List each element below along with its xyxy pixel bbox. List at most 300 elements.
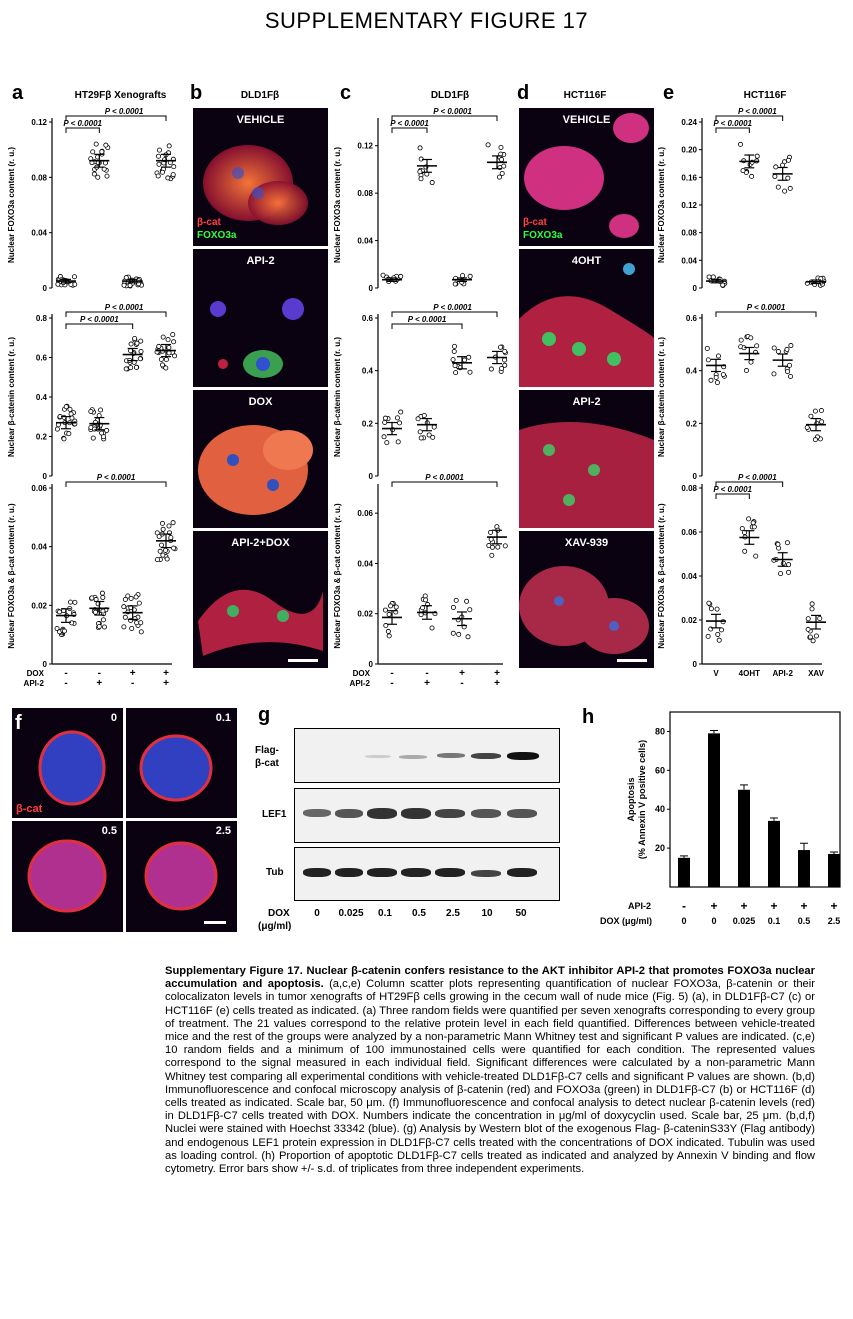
api2-sign: + (96, 678, 103, 689)
y-tick-label: 0.2 (35, 432, 47, 442)
data-point (73, 600, 77, 604)
data-point (452, 349, 456, 353)
data-point (160, 170, 164, 174)
dox-sign: - (64, 668, 68, 679)
y-tick-label: 0.06 (357, 509, 373, 519)
data-point (709, 607, 713, 611)
data-point (452, 344, 456, 348)
data-point (503, 544, 507, 548)
blot-row-label: Flag- (255, 745, 279, 756)
data-point (156, 154, 160, 158)
data-point (419, 177, 423, 181)
p-value-label: P < 0.0001 (738, 473, 777, 482)
api2-sign: - (460, 678, 464, 689)
data-point (497, 175, 501, 179)
data-point (457, 632, 461, 636)
data-point (62, 629, 66, 633)
y-tick-label: 0 (368, 660, 373, 669)
data-point (466, 635, 470, 639)
y-tick-label: 0.02 (357, 609, 373, 619)
data-point (167, 351, 171, 355)
blot-row-label: β-cat (255, 758, 279, 769)
micrograph-label: API-2 (572, 396, 601, 408)
data-point (139, 349, 143, 353)
caption-body: (a,c,e) Column scatter plots representing quantification of nuclear FOXO3a, β-catenin or their colocalizaton levels in tumor xenografts of HT29Fβ cells growing in the cecum wall of nude mice (Fig. 5) (a), in DLD1Fβ-C7 (c) or HCT116F (e) cells treated as indicated. (a) Three random fields were quantified per seven xenografts corresponding to every group of treatment. The 21 values correspond to the relative protein level in each field quantified. Differences between vehicle-treated mice and the rest of the groups were analyzed by a non-parametric Mann Whitney test and significant P values are indicated. (c,e) 10 random fields and a minimum of 100 immunostained cells were quantified for each condition. The represented values correspond to the signal measured in each individual field. Significant differences were calculated by a non-parametric Mann Whitney test comparing all experimental conditions with vehicle-treated DLD1Fβ-C7 cells and significant P values are shown. (b,d) Immunofluorescence and confocal microscopy analysis of β-catenin (red) and FOXO3a (green) in DLD1Fβ-C7 (b) or HCT116F (d) cells treated as indicated. Scale bar, 50 μm. (f) Immunofluorescence and confocal analysis to detect nuclear β-catenin levels (red) in DLD1Fβ-C7 cells treated with DOX. Numbers indicate the concentration in μg/ml of doxycyclin used. Scale bar, 25 μm. (b,d,f) Nuclei were stained with Hoechst 33342 (blue). (g) Analysis by Western blot of the exogenous Flag- β-cateninS33Y (Flag antibody) and endogenous LEF1 protein expression in DLD1Fβ-C7 cells treated with the concentrations of DOX indicated. Tubulin was used as loading control. (h) Proportion of apoptotic DLD1Fβ-C7 cells treated as indicated and analyzed by Annexin V binding and flow cytometry. Error bars show +/- s.d. of triplicates from three independent experiments. (165, 978, 815, 1176)
data-point (809, 414, 813, 418)
data-point (740, 526, 744, 530)
api2-sign: + (710, 899, 718, 913)
data-point (427, 433, 431, 437)
y-tick-label: 0.12 (681, 201, 697, 210)
y-tick-label: 0.08 (357, 189, 373, 199)
y-axis-label-2: (% Annexin V positive cells) (637, 739, 647, 860)
data-point (122, 283, 126, 287)
data-point (100, 591, 104, 595)
data-point (490, 553, 494, 557)
data-point (418, 430, 422, 434)
data-point (418, 146, 422, 150)
data-point (129, 596, 133, 600)
micrograph-label: 4OHT (571, 255, 602, 267)
data-point (739, 338, 743, 342)
dox-row-label: DOX (352, 669, 370, 678)
api2-sign: + (740, 899, 748, 913)
dox-value: 0 (711, 916, 717, 926)
data-point (166, 176, 170, 180)
blot-tubulin (294, 847, 560, 901)
data-point (706, 358, 710, 362)
dox-sign: + (494, 668, 500, 679)
data-point (93, 610, 97, 614)
micrograph-d-1 (519, 108, 654, 246)
data-point (135, 621, 139, 625)
data-point (499, 145, 503, 149)
y-tick-label: 0.8 (35, 314, 47, 323)
data-point (171, 173, 175, 177)
y-tick-label: 0.24 (681, 118, 697, 127)
data-point (397, 421, 401, 425)
data-point (91, 150, 95, 154)
dox-value: 0.5 (797, 916, 811, 926)
y-tick-label: 0.04 (681, 256, 697, 266)
data-point (772, 372, 776, 376)
data-point (155, 558, 159, 562)
data-point (64, 405, 68, 409)
data-point (163, 548, 167, 552)
data-point (394, 605, 398, 609)
data-point (814, 634, 818, 638)
data-point (418, 170, 422, 174)
data-point (167, 524, 171, 528)
significance-bracket (716, 128, 749, 133)
data-point (752, 525, 756, 529)
bar (678, 858, 690, 887)
y-axis-label: Nuclear β-catenin content (r. u.) (7, 336, 16, 458)
data-point (749, 360, 753, 364)
api2-sign: + (830, 899, 838, 913)
data-point (91, 436, 95, 440)
y-axis-label: Nuclear FOXO3a content (r. u.) (657, 146, 666, 264)
micrograph-f-4 (126, 821, 237, 932)
stain-label-foxo3a: FOXO3a (197, 230, 237, 241)
y-tick-label: 0.4 (361, 366, 373, 376)
cell-image (519, 390, 654, 528)
api2-sign: + (424, 678, 430, 689)
y-tick-label: 0.6 (361, 314, 373, 323)
figure-caption (165, 965, 815, 1176)
data-point (158, 549, 162, 553)
api2-row-label: API-2 (349, 679, 370, 688)
data-point (786, 176, 790, 180)
data-point (101, 595, 105, 599)
data-point (102, 625, 106, 629)
y-tick-label: 0.04 (31, 542, 47, 552)
data-point (773, 174, 777, 178)
data-point (806, 627, 810, 631)
data-point (100, 150, 104, 154)
data-point (711, 275, 715, 279)
data-point (139, 630, 143, 634)
data-point (453, 282, 457, 286)
data-point (62, 437, 66, 441)
micrograph-label: VEHICLE (236, 114, 285, 126)
data-point (387, 634, 391, 638)
api2-sign: + (494, 678, 500, 689)
data-point (716, 632, 720, 636)
cell-image (193, 249, 328, 387)
micrograph-d-4 (519, 531, 654, 668)
data-point (749, 336, 753, 340)
api2-sign: + (163, 678, 169, 689)
data-point (69, 412, 73, 416)
panel-f-micrographs (12, 708, 238, 932)
dox-concentration: 0 (110, 712, 117, 724)
dox-row-label: DOX (26, 669, 44, 678)
data-point (161, 335, 165, 339)
data-point (165, 557, 169, 561)
data-point (714, 375, 718, 379)
data-point (97, 624, 101, 628)
data-point (785, 347, 789, 351)
cell-image (193, 390, 328, 528)
group-label: 4OHT (738, 669, 761, 678)
data-point (159, 357, 163, 361)
data-point (123, 615, 127, 619)
api2-sign: - (682, 899, 686, 913)
dox-sign: - (425, 668, 429, 679)
figure-title: SUPPLEMENTARY FIGURE 17 (264, 8, 589, 33)
data-point (785, 369, 789, 373)
y-tick-label: 0.08 (31, 173, 47, 183)
cell-image (193, 531, 328, 668)
data-point (135, 341, 139, 345)
bar (768, 821, 780, 887)
y-tick-label: 0.06 (31, 484, 47, 493)
api2-row-label: API-2 (628, 901, 652, 911)
data-point (122, 605, 126, 609)
panel-b-title: DLD1Fβ (240, 90, 280, 101)
significance-bracket (392, 482, 497, 487)
data-point (818, 616, 822, 620)
data-point (155, 531, 159, 535)
data-point (787, 363, 791, 367)
data-point (123, 597, 127, 601)
p-value-label: P < 0.0001 (96, 473, 136, 482)
y-tick-label: 0 (42, 660, 47, 669)
data-point (465, 599, 469, 603)
data-point (166, 338, 170, 342)
p-value-label: P < 0.0001 (425, 473, 464, 482)
dox-sign: - (97, 668, 102, 679)
data-point (778, 571, 782, 575)
cell-image (12, 821, 123, 932)
y-tick-label: 0 (692, 660, 697, 669)
group-label: XAV (808, 669, 824, 678)
data-point (385, 441, 389, 445)
p-value-label: P < 0.0001 (713, 119, 752, 128)
micrograph-f-1 (12, 708, 123, 818)
data-point (820, 420, 824, 424)
data-point (788, 374, 792, 378)
y-tick-label: 0.2 (361, 419, 373, 429)
data-point (454, 371, 458, 375)
data-point (721, 373, 725, 377)
y-tick-label: 20 (654, 843, 665, 854)
data-point (502, 358, 506, 362)
dox-row-label: DOX (μg/ml) (600, 916, 653, 926)
data-point (451, 358, 455, 362)
micrograph-label: DOX (248, 396, 273, 408)
blot-dox-label: DOX (268, 908, 290, 919)
dox-value: 0.1 (767, 916, 781, 926)
data-point (92, 427, 96, 431)
micrograph-b-1 (193, 108, 328, 246)
group-label: API-2 (772, 669, 793, 678)
data-point (157, 148, 161, 152)
data-point (462, 358, 466, 362)
data-point (811, 639, 815, 643)
stain-label-bcat: β-cat (197, 217, 221, 228)
data-point (706, 634, 710, 638)
cell-image (126, 708, 237, 818)
data-point (128, 283, 132, 287)
data-point (94, 142, 98, 146)
data-point (709, 378, 713, 382)
y-tick-label: 0.12 (31, 118, 47, 127)
panel-d-letter: d (517, 82, 530, 104)
cell-image (12, 708, 123, 818)
data-point (810, 602, 814, 606)
data-point (498, 345, 502, 349)
data-point (451, 631, 455, 635)
p-value-label: P < 0.0001 (433, 303, 472, 312)
lane-label: 50 (515, 908, 527, 919)
blot-row-label: Tub (266, 867, 284, 878)
micrograph-d-3 (519, 390, 654, 528)
data-point (160, 521, 164, 525)
data-point (100, 431, 104, 435)
dox-concentration: 2.5 (215, 825, 231, 837)
data-point (164, 357, 168, 361)
data-point (161, 553, 165, 557)
data-point (780, 163, 784, 167)
data-point (105, 428, 109, 432)
data-point (750, 174, 754, 178)
data-point (776, 349, 780, 353)
data-point (715, 607, 719, 611)
data-point (454, 598, 458, 602)
dox-sign: + (459, 668, 465, 679)
y-tick-label: 0.20 (681, 145, 697, 155)
data-point (499, 157, 503, 161)
dox-sign: - (390, 668, 394, 679)
api2-sign: - (390, 678, 394, 689)
p-value-label: P < 0.0001 (104, 107, 144, 116)
lane-label: 0 (314, 908, 320, 919)
dox-sign: + (163, 668, 169, 679)
data-point (422, 413, 426, 417)
data-point (751, 521, 755, 525)
bar (828, 854, 840, 887)
data-point (90, 596, 94, 600)
significance-bracket (66, 482, 166, 487)
dox-concentration: 0.5 (101, 825, 117, 837)
data-point (159, 543, 163, 547)
data-point (810, 607, 814, 611)
data-point (490, 545, 494, 549)
significance-bracket (392, 324, 462, 329)
y-tick-label: 0.04 (31, 228, 47, 238)
data-point (101, 609, 105, 613)
data-point (772, 346, 776, 350)
data-point (819, 408, 823, 412)
data-point (133, 617, 137, 621)
data-point (432, 425, 436, 429)
data-point (783, 189, 787, 193)
plot-frame (670, 712, 840, 887)
data-point (383, 420, 387, 424)
data-point (55, 427, 59, 431)
dox-value: 0 (681, 916, 687, 926)
blot-lane-labels (294, 908, 558, 922)
data-point (419, 436, 423, 440)
y-axis-label: Nuclear FOXO3a content (r. u.) (333, 146, 342, 264)
data-point (774, 165, 778, 169)
p-value-label: P < 0.0001 (433, 107, 472, 116)
stain-label-bcat: β-cat (16, 803, 43, 815)
dox-concentration: 0.1 (215, 712, 231, 724)
data-point (451, 605, 455, 609)
panel-a-letter: a (12, 82, 24, 104)
data-point (167, 144, 171, 148)
data-point (755, 154, 759, 158)
cell-image (519, 531, 654, 668)
data-point (128, 349, 132, 353)
data-point (137, 601, 141, 605)
lane-label: 0.1 (378, 908, 392, 919)
api2-sign: + (800, 899, 808, 913)
y-tick-label: 0.16 (681, 173, 697, 183)
stain-label-bcat: β-cat (523, 217, 547, 228)
scale-bar (204, 921, 226, 924)
data-point (139, 621, 143, 625)
y-tick-label: 0.04 (681, 572, 697, 581)
y-tick-label: 0.12 (357, 141, 373, 151)
micrograph-b-4 (193, 531, 328, 668)
data-point (383, 416, 387, 420)
data-point (396, 440, 400, 444)
bar (798, 850, 810, 887)
data-point (382, 435, 386, 439)
y-tick-label: 0 (692, 284, 697, 293)
data-point (716, 354, 720, 358)
data-point (399, 410, 403, 414)
y-tick-label: 0.02 (31, 601, 47, 611)
data-point (68, 600, 72, 604)
stain-label-foxo3a: FOXO3a (523, 230, 563, 241)
dox-value: 2.5 (827, 916, 841, 926)
y-tick-label: 0.4 (35, 393, 47, 402)
data-point (172, 354, 176, 358)
significance-bracket (716, 312, 816, 317)
p-value-label: P < 0.0001 (390, 119, 429, 128)
data-point (813, 409, 817, 413)
dox-sign: + (129, 668, 136, 679)
significance-bracket (66, 128, 99, 133)
data-point (160, 363, 164, 367)
y-tick-label: 0.08 (681, 484, 697, 493)
data-point (805, 425, 809, 429)
data-point (423, 598, 427, 602)
caption-heading: Supplementary Figure 17. Nuclear β-catenin confers resistance to the AKT inhibitor API-2 that promotes FOXO3a nuclear accumulation and apoptosis. (165, 965, 815, 991)
data-point (715, 381, 719, 385)
data-point (786, 570, 790, 574)
y-tick-label: 0.6 (35, 353, 47, 363)
data-point (129, 366, 133, 370)
data-point (755, 344, 759, 348)
y-tick-label: 0 (368, 284, 373, 293)
y-axis-label-1: Apoptosis (626, 777, 636, 822)
data-point (169, 535, 173, 539)
y-tick-label: 0.06 (681, 528, 697, 537)
data-point (172, 165, 176, 169)
y-tick-label: 0.08 (681, 228, 697, 238)
panel-c-title: DLD1Fβ (430, 90, 470, 101)
data-point (130, 626, 134, 630)
data-point (808, 635, 812, 639)
data-point (503, 349, 507, 353)
p-value-label: P < 0.0001 (738, 107, 777, 116)
blot-flag-bcat (294, 728, 560, 783)
data-point (101, 618, 105, 622)
data-point (486, 143, 490, 147)
y-tick-label: 0.2 (685, 419, 697, 429)
lane-label: 2.5 (446, 908, 460, 919)
data-point (786, 158, 790, 162)
data-point (383, 608, 387, 612)
data-point (468, 274, 472, 278)
data-point (744, 368, 748, 372)
data-point (134, 595, 138, 599)
p-value-label: P < 0.0001 (407, 315, 447, 324)
api2-row-label: API-2 (23, 679, 44, 688)
data-point (430, 626, 434, 630)
data-point (387, 612, 391, 616)
data-point (741, 168, 745, 172)
data-point (96, 175, 100, 179)
data-point (776, 185, 780, 189)
y-tick-label: 0 (368, 472, 373, 481)
